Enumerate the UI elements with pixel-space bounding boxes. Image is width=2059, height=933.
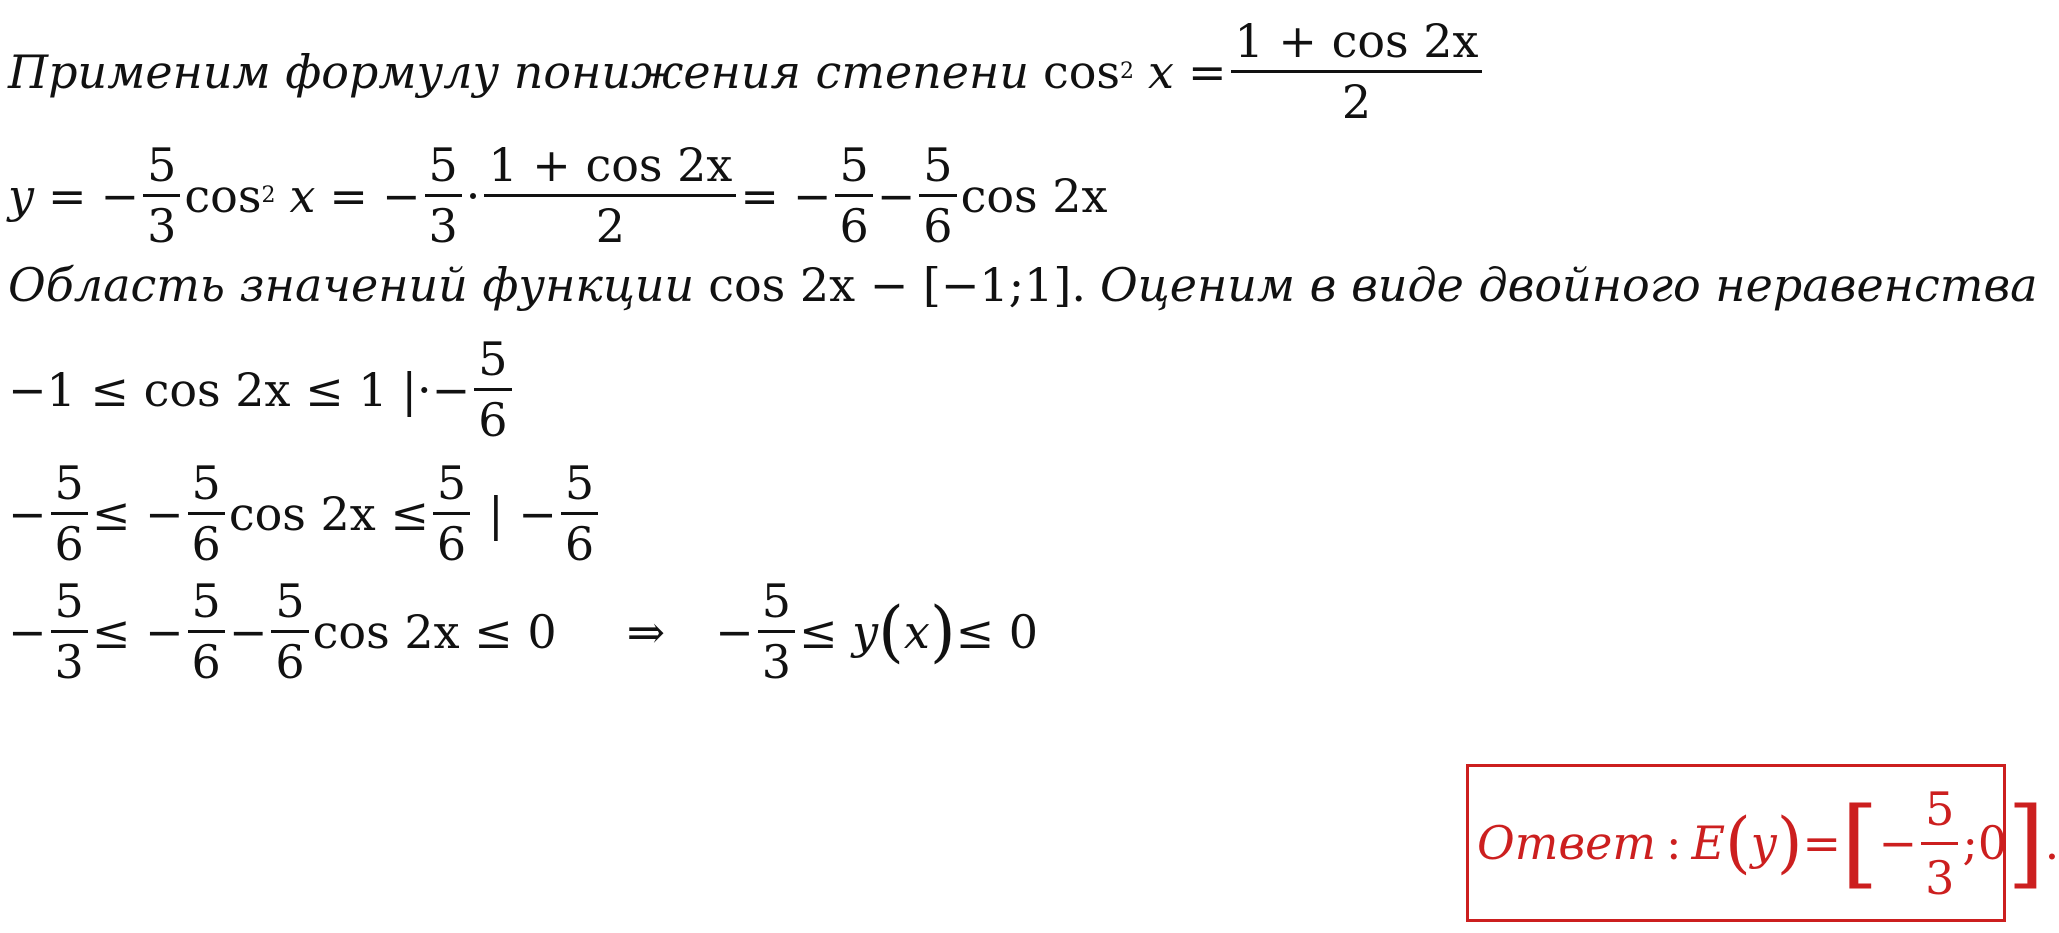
answer-content — [1477, 782, 2059, 905]
fraction-denominator: 3 — [54, 635, 84, 689]
right-paren: ) — [929, 592, 956, 670]
le-y: ≤ y — [798, 604, 879, 659]
fraction-numerator: 5 — [478, 332, 508, 386]
line-inequality-3 — [8, 574, 1039, 689]
fraction-denominator: 3 — [761, 635, 791, 689]
answer-tail: ;0 — [1962, 816, 2008, 870]
fraction-numerator: 5 — [436, 456, 467, 510]
fraction-denominator: 6 — [54, 517, 84, 571]
equals-sign: = — [1187, 44, 1227, 99]
le-zero: ≤ 0 — [955, 604, 1039, 659]
fraction-5-6 — [561, 456, 598, 571]
fraction-denominator: 6 — [564, 517, 595, 571]
add-marker: | − — [488, 486, 557, 541]
minus-sign: − — [8, 604, 47, 659]
fraction-half-cos — [1231, 14, 1483, 129]
left-paren: ( — [1725, 804, 1751, 881]
cos-le-zero: cos 2x ≤ 0 — [312, 604, 557, 659]
estimate-text: Оценим в виде двойного неравенства — [1099, 258, 2038, 312]
fraction-denominator: 6 — [839, 199, 869, 253]
fraction-numerator: 5 — [1925, 781, 1955, 836]
fraction-numerator: 5 — [54, 574, 84, 628]
answer-label: Ответ — [1477, 816, 1656, 870]
minus-sign: − — [381, 168, 421, 223]
fraction-denominator: 6 — [191, 635, 221, 689]
dot-operator: · — [465, 168, 481, 223]
fraction-numerator: 5 — [428, 138, 458, 192]
fraction-5-6 — [188, 574, 225, 689]
var-x: x — [289, 168, 316, 223]
var-y: y — [8, 168, 34, 223]
le-minus: ≤ − — [91, 486, 184, 541]
fraction-5-3 — [425, 138, 462, 253]
fraction-denominator: 2 — [1341, 75, 1372, 129]
line-inequality-2 — [8, 456, 602, 571]
fraction-denominator: 6 — [275, 635, 305, 689]
fraction-numerator: 5 — [564, 456, 595, 510]
fraction-numerator: 5 — [839, 138, 869, 192]
minus-sign: − — [876, 168, 916, 223]
equals-sign: = — [48, 168, 87, 223]
cos-le: cos 2x ≤ — [228, 486, 429, 541]
fraction-numerator: 5 — [923, 138, 953, 192]
fraction-5-6 — [188, 456, 225, 571]
reduction-formula-text: Применим формулу понижения степени — [8, 44, 1029, 99]
left-bracket: [ — [1841, 787, 1879, 899]
fraction-denominator: 2 — [595, 199, 626, 253]
fraction-numerator: 1 + cos 2x — [1234, 14, 1479, 68]
answer-colon: : — [1665, 816, 1682, 870]
right-bracket: ] — [2007, 787, 2045, 899]
minus-sign: − — [1878, 816, 1918, 870]
fraction-numerator: 5 — [761, 574, 791, 628]
fraction-numerator: 5 — [54, 456, 84, 510]
answer-box — [1466, 764, 2059, 922]
fraction-5-6 — [433, 456, 470, 571]
fraction-numerator: 5 — [191, 456, 221, 510]
fraction-5-6 — [835, 138, 872, 253]
range-math: cos 2x − [−1;1]. — [708, 258, 1086, 312]
fraction-numerator: 1 + cos 2x — [488, 138, 733, 192]
fraction-numerator: 5 — [147, 138, 177, 192]
fraction-denominator: 6 — [478, 393, 508, 447]
fraction-denominator: 3 — [147, 199, 177, 253]
equals-sign: = — [1802, 816, 1842, 870]
fraction-5-3 — [758, 574, 795, 689]
fraction-5-6 — [474, 332, 511, 447]
cos-2x-term: cos 2x — [960, 168, 1108, 223]
implies-arrow: ⇒ — [626, 604, 666, 659]
fraction-5-3 — [1921, 782, 1958, 905]
minus-sign: − — [100, 168, 140, 223]
fraction-5-3 — [51, 574, 88, 689]
line-inequality-1 — [8, 332, 516, 447]
line-reduction-formula: Применим формулу понижения степени cos 2 x = $\frac{1 + \cos 2x}{2}$ — [8, 18, 1486, 125]
equals-sign: = — [740, 168, 779, 223]
fraction-denominator: 3 — [1925, 850, 1955, 905]
fraction-denominator: 3 — [428, 199, 458, 253]
line-range-statement — [8, 258, 2038, 312]
left-paren: ( — [878, 592, 904, 670]
minus-sign: − — [228, 604, 268, 659]
minus-sign: − — [792, 168, 832, 223]
le-minus: ≤ − — [91, 604, 184, 659]
line-y-transform: y = − $\frac{5}{3}$ cos 2 x = − $\frac{5}{3}$ · $\frac{1 + \cos 2x}{2}$ = − $\frac{5}{6}$ − $\frac{5}{6}$ cos 2x — [8, 138, 1108, 253]
fraction-denominator: 6 — [923, 199, 953, 253]
minus-sign: − — [715, 604, 754, 659]
fraction-5-6 — [51, 456, 88, 571]
fraction-denominator: 6 — [436, 517, 467, 571]
period: . — [2044, 816, 2059, 870]
cos-fn: cos — [184, 168, 262, 223]
right-paren: ) — [1776, 804, 1803, 881]
fraction-numerator: 5 — [191, 574, 221, 628]
var-x: x — [1148, 44, 1174, 99]
var-y: y — [1750, 816, 1777, 870]
range-E: E — [1691, 816, 1726, 870]
range-text: Область значений функции — [8, 258, 695, 312]
inequality-cos: −1 ≤ cos 2x ≤ 1 — [8, 362, 388, 417]
var-x: x — [903, 604, 930, 659]
fraction-5-6 — [919, 138, 956, 253]
minus-sign: − — [8, 486, 47, 541]
fraction-numerator: 5 — [275, 574, 305, 628]
equals-sign: = — [329, 168, 368, 223]
multiply-marker: |·− — [401, 362, 471, 417]
cos-fn: cos — [1042, 44, 1121, 99]
fraction-5-3 — [143, 138, 180, 253]
fraction-cos-half — [484, 138, 736, 253]
fraction-denominator: 6 — [191, 517, 221, 571]
fraction-5-6 — [271, 574, 308, 689]
